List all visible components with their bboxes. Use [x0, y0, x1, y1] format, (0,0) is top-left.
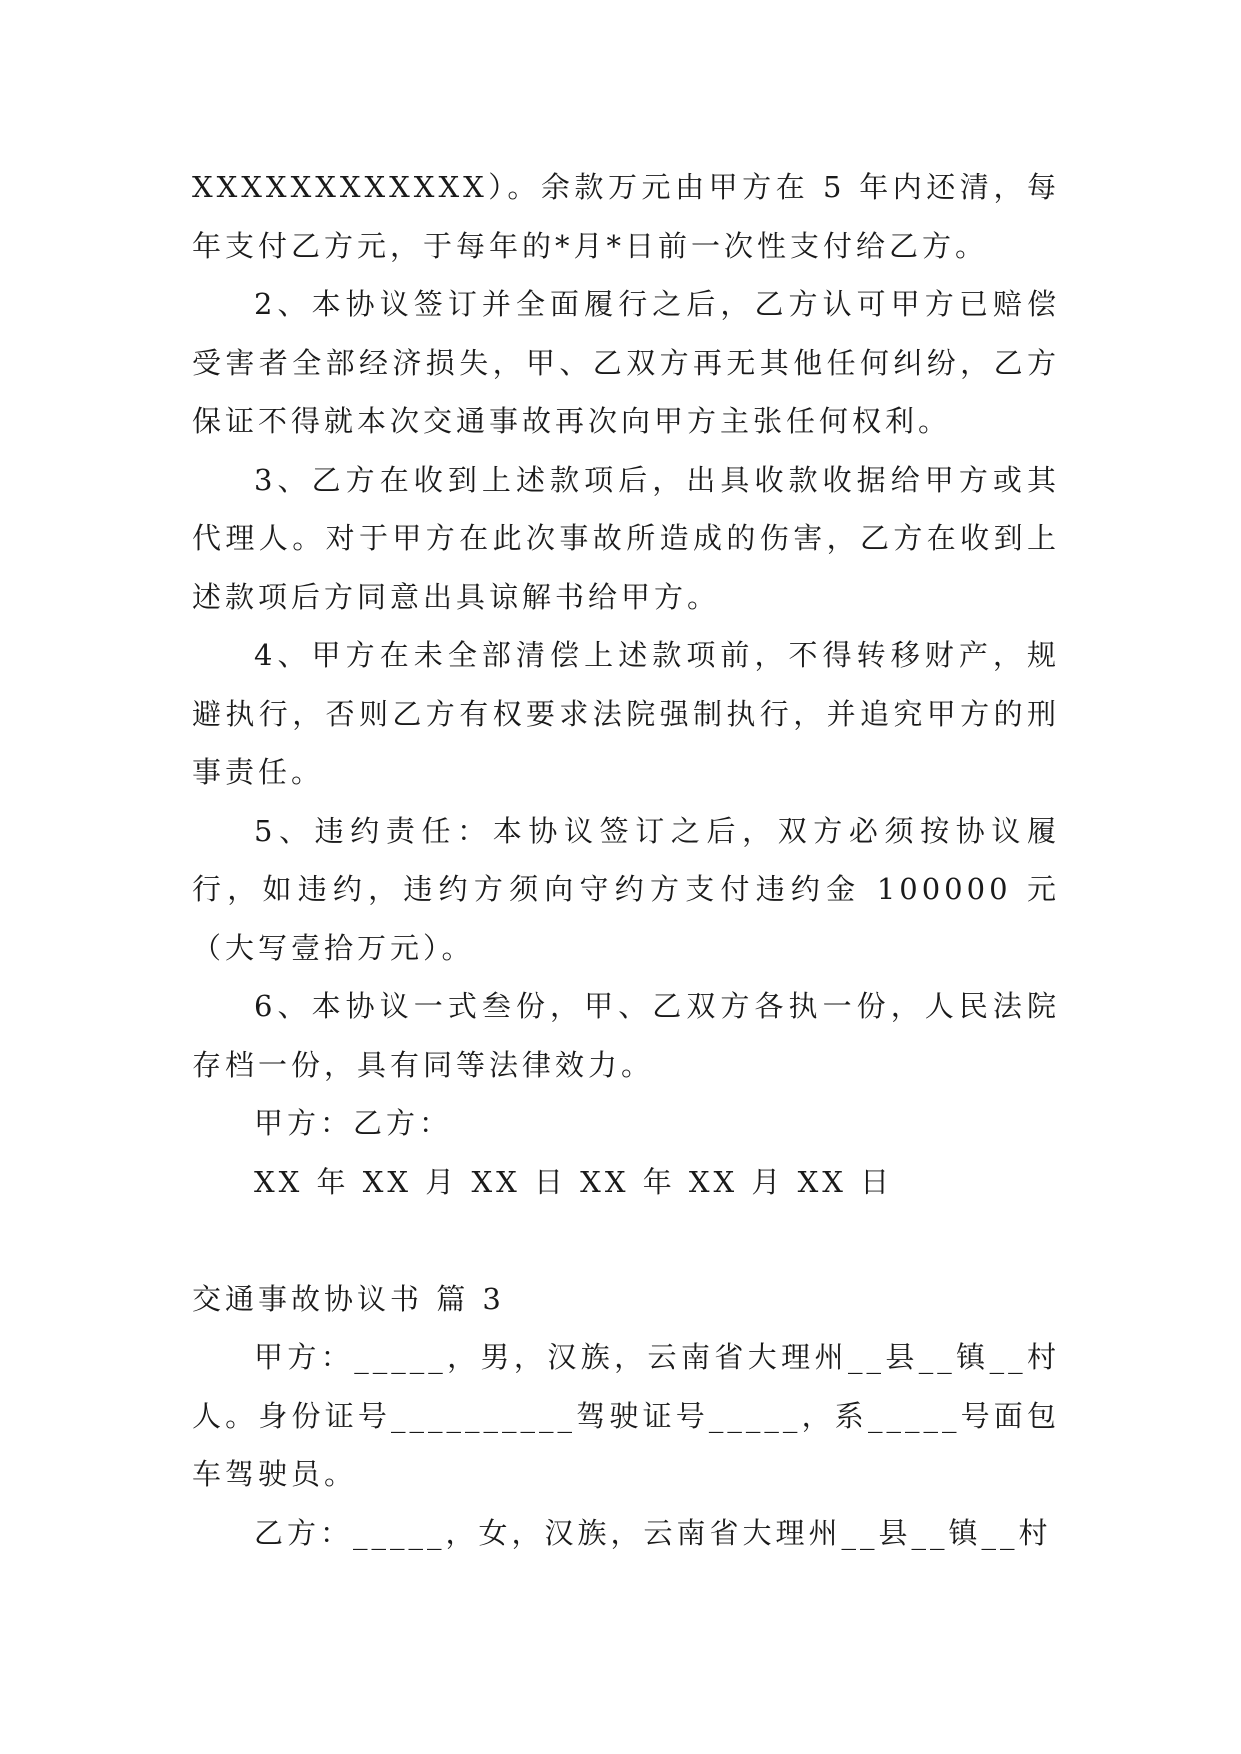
paragraph-clause-2: 2、本协议签订并全面履行之后，乙方认可甲方已赔偿受害者全部经济损失，甲、乙双方再无其他任何纠纷，乙方保证不得就本次交通事故再次向甲方主张任何权利。	[192, 287, 1060, 438]
signature-parties: 甲方：乙方：	[254, 1106, 453, 1140]
paragraph-payment-balance: XXXXXXXXXXXX）。余款万元由甲方在 5 年内还清，每年支付乙方元，于每年的*月*日前一次性支付给乙方。	[192, 170, 1060, 263]
document-body	[192, 158, 1060, 1562]
paragraph-clause-5: 5、违约责任：本协议签订之后，双方必须按协议履行，如违约，违约方须向守约方支付违约金 100000 元（大写壹拾万元）。	[192, 813, 1060, 965]
signature-dates: XX 年 XX 月 XX 日 XX 年 XX 月 XX 日	[254, 1164, 894, 1199]
section-title: 交通事故协议书 篇 3	[192, 1281, 505, 1316]
paragraph-clause-6: 6、本协议一式叁份，甲、乙双方各执一份，人民法院存档一份，具有同等法律效力。	[192, 989, 1060, 1082]
paragraph-party-b: 乙方：_____，女，汉族，云南省大理州__县__镇__村	[254, 1515, 1052, 1550]
paragraph-party-a: 甲方：_____，男，汉族，云南省大理州__县__镇__村人。身份证号__________驾驶证号_____，系_____号面包车驾驶员。	[192, 1340, 1060, 1491]
paragraph-clause-3: 3、乙方在收到上述款项后，出具收款收据给甲方或其代理人。对于甲方在此次事故所造成的伤害，乙方在收到上述款项后方同意出具谅解书给甲方。	[192, 462, 1060, 614]
paragraph-clause-4: 4、甲方在未全部清偿上述款项前，不得转移财产，规避执行，否则乙方有权要求法院强制执行，并追究甲方的刑事责任。	[192, 638, 1060, 789]
